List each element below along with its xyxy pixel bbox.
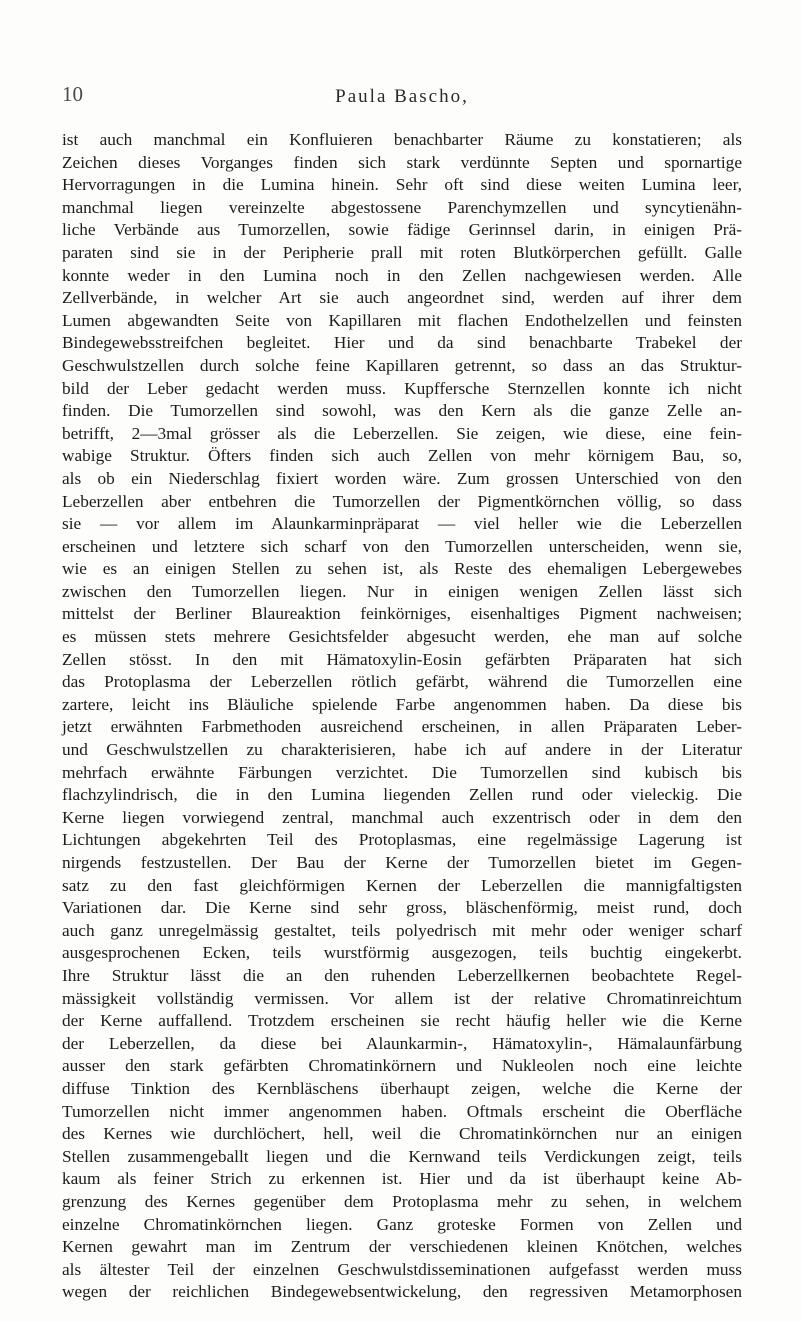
text-line: Lichtungen abgekehrten Teil des Protoplasmas, eine regelmässige Lagerung ist: [62, 830, 742, 850]
text-line: der Leberzellen, da diese bei Alaunkarmin-, Hämatoxylin-, Hämalaunfärbung: [62, 1033, 742, 1053]
text-line: einzelne Chromatinkörnchen liegen. Ganz groteske Formen von Zellen und: [62, 1214, 742, 1234]
text-line: ausgesprochenen Ecken, teils wurstförmig ausgezogen, teils buchtig eingekerbt.: [62, 943, 742, 963]
text-line: flachzylindrisch, die in den Lumina liegenden Zellen rund oder vieleckig. Die: [62, 785, 742, 805]
running-head-author: Paula Bascho,: [335, 86, 469, 107]
text-line: Ihre Struktur lässt die an den ruhenden Leberzellkernen beobachtete Regel-: [62, 965, 742, 985]
text-line: Stellen zusammengeballt liegen und die Kernwand teils Verdickungen zeigt, teils: [62, 1146, 742, 1166]
text-line: Tumorzellen nicht immer angenommen haben. Oftmals erscheint die Oberfläche: [62, 1101, 742, 1121]
text-line: diffuse Tinktion des Kernbläschens überhaupt zeigen, welche die Kerne der: [62, 1078, 742, 1098]
text-line: Lumen abgewandten Seite von Kapillaren mit flachen Endothelzellen und feinsten: [62, 310, 742, 330]
text-line: es müssen stets mehrere Gesichtsfelder abgesucht werden, ehe man auf solche: [62, 627, 742, 647]
text-line: jetzt erwähnten Farbmethoden ausreichend erscheinen, in allen Präparaten Leber-: [62, 717, 742, 737]
text-line: grenzung des Kernes gegenüber dem Protoplasma mehr zu sehen, in welchem: [62, 1191, 742, 1211]
text-line: Leberzellen aber entbehren die Tumorzellen der Pigmentkörnchen völlig, so dass: [62, 491, 742, 511]
text-line: und Geschwulstzellen zu charakterisieren, habe ich auf andere in der Literatur: [62, 740, 742, 760]
text-line: mehrfach erwähnte Färbungen verzichtet. Die Tumorzellen sind kubisch bis: [62, 762, 742, 782]
text-line: kaum als feiner Strich zu erkennen ist. Hier und da ist überhaupt keine Ab-: [62, 1169, 742, 1189]
text-line: paraten sind sie in der Peripherie prall mit roten Blutkörperchen gefüllt. Galle: [62, 242, 742, 262]
text-line: Zellverbände, in welcher Art sie auch angeordnet sind, werden auf ihrer dem: [62, 288, 742, 308]
text-line: Zellen stösst. In den mit Hämatoxylin-Eosin gefärbten Präparaten hat sich: [62, 649, 742, 669]
text-line: mittelst der Berliner Blaureaktion feinkörniges, eisenhaltiges Pigment nachweisen;: [62, 604, 742, 624]
text-line: wie es an einigen Stellen zu sehen ist, als Reste des ehemaligen Lebergewebes: [62, 559, 742, 579]
text-line: als ob ein Niederschlag fixiert worden wäre. Zum grossen Unterschied von den: [62, 468, 742, 488]
running-head: [62, 82, 742, 112]
text-line: satz zu den fast gleichförmigen Kernen der Leberzellen die mannigfaltigsten: [62, 875, 742, 895]
text-line: betrifft, 2—3mal grösser als die Leberzellen. Sie zeigen, wie diese, eine fein-: [62, 423, 742, 443]
text-line: des Kernes wie durchlöchert, hell, weil die Chromatinkörnchen nur an einigen: [62, 1124, 742, 1144]
text-line: konnte weder in den Lumina noch in den Zellen nachgewiesen werden. Alle: [62, 265, 742, 285]
text-line: Geschwulstzellen durch solche feine Kapillaren getrennt, so dass an das Struktur-: [62, 355, 742, 375]
text-line: Zeichen dieses Vorganges finden sich stark verdünnte Septen und spornartige: [62, 152, 742, 172]
text-line: sie — vor allem im Alaunkarminpräparat — viel heller wie die Leberzellen: [62, 514, 742, 534]
text-line: wabige Struktur. Öfters finden sich auch Zellen von mehr körnigem Bau, so,: [62, 446, 742, 466]
text-line: der Kerne auffallend. Trotzdem erscheinen sie recht häufig heller wie die Kerne: [62, 1011, 742, 1031]
text-line: Kerne liegen vorwiegend zentral, manchmal auch exzentrisch oder in dem den: [62, 807, 742, 827]
text-line: als ältester Teil der einzelnen Geschwulstdisseminationen aufgefasst werden muss: [62, 1259, 742, 1279]
text-line: erscheinen und letztere sich scharf von den Tumorzellen unterscheiden, wenn sie,: [62, 536, 742, 556]
text-line: das Protoplasma der Leberzellen rötlich gefärbt, während die Tumorzellen eine: [62, 672, 742, 692]
text-line: Bindegewebsstreifchen begleitet. Hier und da sind benachbarte Trabekel der: [62, 333, 742, 353]
text-line: Kernen gewahrt man im Zentrum der verschiedenen kleinen Knötchen, welches: [62, 1237, 742, 1257]
text-line: zwischen den Tumorzellen liegen. Nur in einigen wenigen Zellen lässt sich: [62, 581, 742, 601]
text-line: manchmal liegen vereinzelte abgestossene Parenchymzellen und syncytienähn-: [62, 197, 742, 217]
text-line: nirgends festzustellen. Der Bau der Kerne der Tumorzellen bietet im Gegen-: [62, 853, 742, 872]
text-line: finden. Die Tumorzellen sind sowohl, was den Kern als die ganze Zelle an-: [62, 401, 742, 421]
text-line: zartere, leicht ins Bläuliche spielende Farbe angenommen haben. Da diese bis: [62, 694, 742, 714]
text-line: liche Verbände aus Tumorzellen, sowie fädige Gerinnsel darin, in einigen Prä-: [62, 220, 742, 240]
page-number: 10: [62, 82, 83, 106]
text-line: ist auch manchmal ein Konfluieren benachbarter Räume zu konstatieren; als: [62, 130, 742, 149]
text-line: mässigkeit vollständig vermissen. Vor allem ist der relative Chromatinreichtum: [62, 988, 742, 1008]
text-line: Hervorragungen in die Lumina hinein. Sehr oft sind diese weiten Lumina leer,: [62, 175, 742, 195]
text-line: bild der Leber gedacht werden muss. Kupffersche Sternzellen konnte ich nicht: [62, 378, 742, 398]
body-text: [62, 129, 742, 1304]
text-line: Variationen dar. Die Kerne sind sehr gross, bläschenförmig, meist rund, doch: [62, 898, 742, 918]
text-line: wegen der reichlichen Bindegewebsentwickelung, den regressiven Metamorphosen: [62, 1282, 742, 1302]
text-line: ausser den stark gefärbten Chromatinkörnern und Nukleolen noch eine leichte: [62, 1056, 742, 1076]
text-line: auch ganz unregelmässig gestaltet, teils polyedrisch mit mehr oder weniger scharf: [62, 920, 742, 940]
